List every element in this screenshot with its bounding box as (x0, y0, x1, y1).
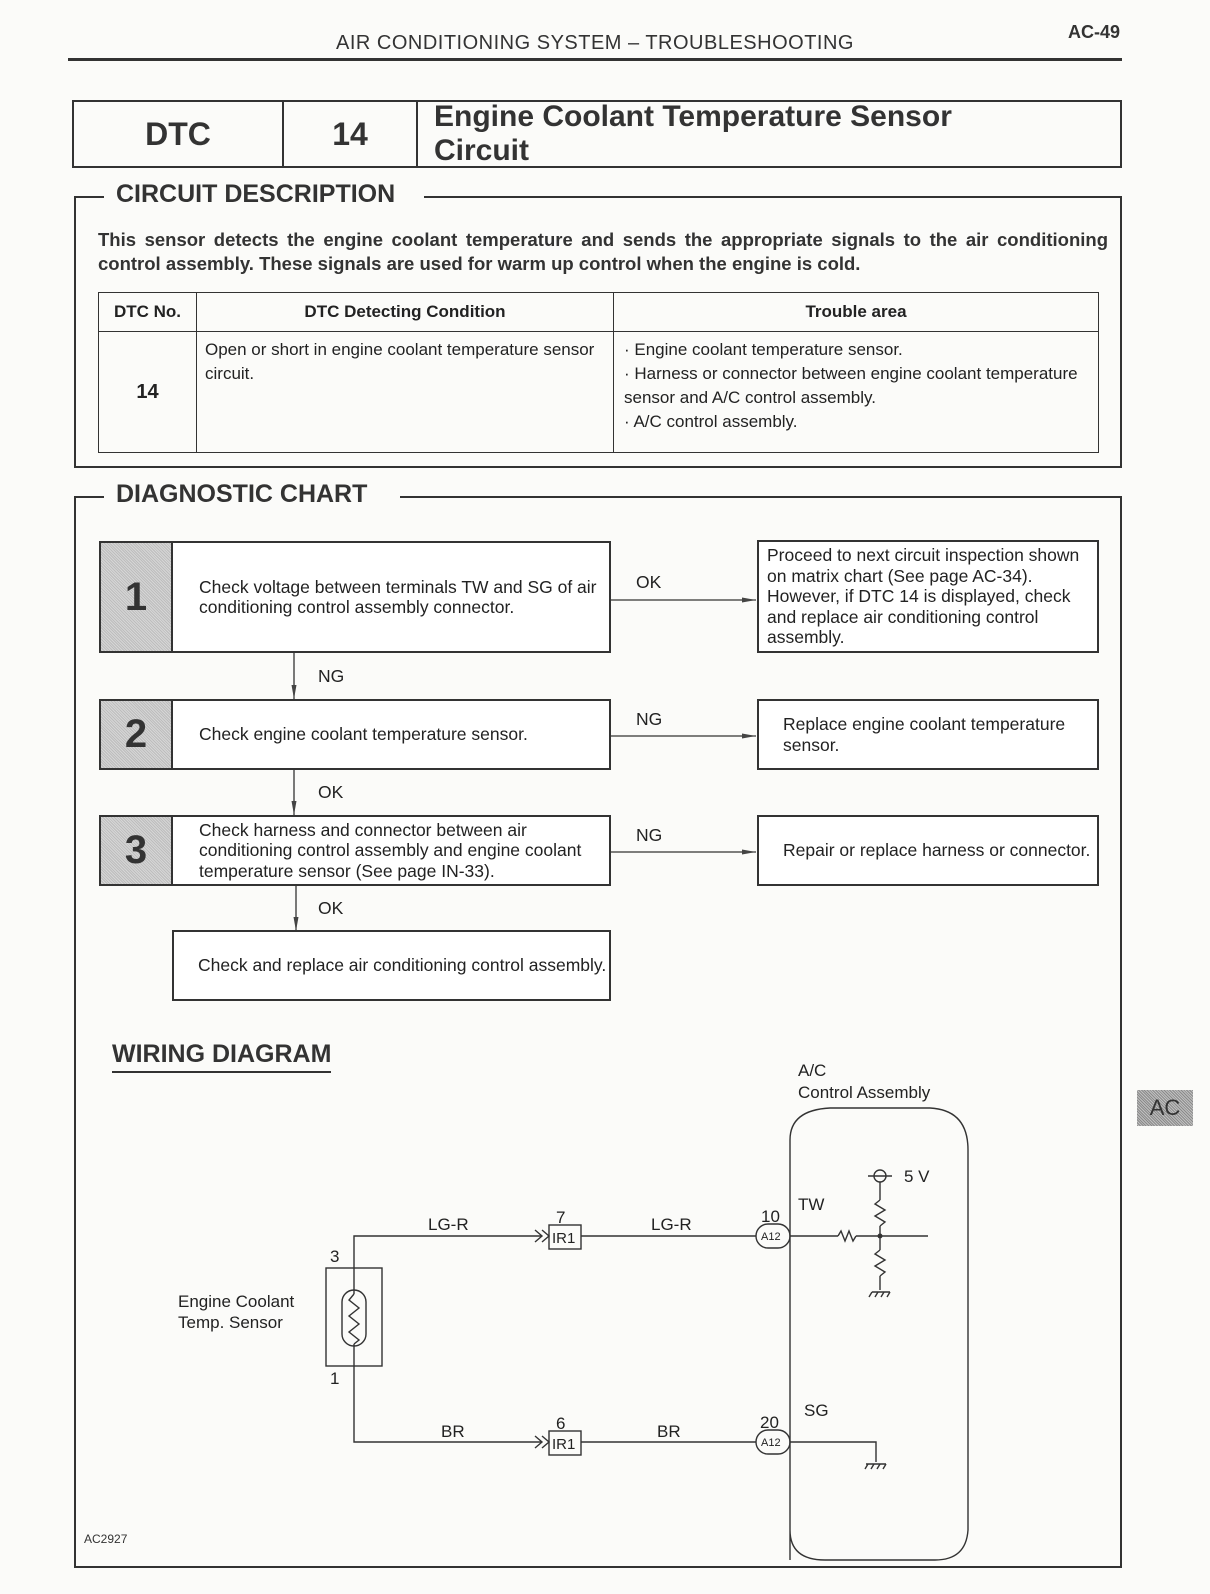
flow-label-ok: OK (318, 782, 344, 802)
pulldown-resistor (875, 1250, 885, 1276)
circuit-description-text: This sensor detects the engine coolant temperature and sends the appropriate signals to the air conditioning control assembly. These signals are used for warm up control when the engine is cold. (98, 229, 1108, 274)
sensor-label: Engine Coolant (178, 1292, 295, 1311)
connector-pin-20: 20 (760, 1413, 779, 1432)
terminal-tw: TW (798, 1195, 825, 1214)
section-header-title: AIR CONDITIONING SYSTEM – TROUBLESHOOTING (336, 32, 854, 54)
trouble-area-item: · Engine coolant temperature sensor. (624, 340, 903, 359)
step-number: 1 (101, 543, 173, 651)
junction-ir1-label: IR1 (552, 1230, 576, 1247)
circuit-description-heading: CIRCUIT DESCRIPTION (108, 176, 403, 212)
dtc-number-cell: 14 (99, 332, 197, 453)
junction-pin-6: 6 (556, 1414, 566, 1433)
sensor-label: Temp. Sensor (178, 1313, 283, 1332)
connector-a12-label: A12 (761, 1231, 781, 1243)
junction-dot (878, 1234, 883, 1239)
step-text: Check engine coolant temperature sensor. (199, 724, 528, 745)
result-box-step2-ng: Replace engine coolant temperature sensor. (757, 699, 1099, 770)
dtc-table-header: DTC Detecting Condition (197, 293, 614, 332)
pullup-resistor (875, 1200, 885, 1226)
terminal-sg: SG (804, 1401, 829, 1420)
figure-code: AC2927 (84, 1532, 128, 1546)
ecu-label: A/C (798, 1061, 827, 1080)
connector-a12-label: A12 (761, 1437, 781, 1449)
flow-label-ok: OK (318, 898, 344, 918)
dtc-code: 14 (284, 102, 418, 166)
sensor-pin-3: 3 (330, 1247, 340, 1266)
page-number: AC-49 (1067, 22, 1120, 42)
section-tab-ac: AC (1137, 1090, 1193, 1126)
sensor-pin-1: 1 (330, 1369, 340, 1388)
wire-color-label: BR (657, 1422, 681, 1441)
ecu-label: Control Assembly (798, 1083, 931, 1102)
connector-pin-10: 10 (761, 1207, 780, 1226)
wiring-diagram-heading: WIRING DIAGRAM (112, 1040, 331, 1073)
branch-label-ng: NG (636, 709, 663, 729)
dtc-table-header: DTC No. (99, 293, 197, 332)
result-box-step3-ng: Repair or replace harness or connector. (757, 815, 1099, 886)
diagnostic-chart-heading: DIAGNOSTIC CHART (108, 476, 375, 512)
thermistor-icon (342, 1290, 366, 1346)
step-text: Check voltage between terminals TW and SG of air conditioning control assembly connector. (199, 576, 597, 617)
junction-ir1-label: IR1 (552, 1436, 576, 1453)
wire-color-label: BR (441, 1422, 465, 1441)
branch-label-ng: NG (636, 825, 663, 845)
sg-ground-wire (790, 1442, 876, 1462)
thermistor-zigzag (349, 1294, 359, 1344)
branch-label-ok: OK (636, 572, 662, 592)
wire-color-label: LG-R (651, 1215, 692, 1234)
final-action-box: Check and replace air conditioning control assembly. (172, 930, 611, 1001)
flow-label-ng: NG (318, 666, 345, 686)
dtc-title-text: Engine Coolant Temperature Sensor Circuit (434, 100, 952, 167)
junction-pin-7: 7 (556, 1208, 566, 1227)
step-number: 3 (101, 817, 173, 884)
trouble-area-item: · A/C control assembly. (624, 412, 798, 431)
result-box-step1-ok: Proceed to next circuit inspection shown on matrix chart (See page AC-34). However, if DTC 14 is displayed, check and replace air conditioning control assembly. (757, 540, 1099, 653)
wire-color-label: LG-R (428, 1215, 469, 1234)
step-text: Check harness and connector between air conditioning control assembly and engine coolant temperature sensor (See page IN-33). (199, 819, 582, 881)
supply-voltage-label: 5 V (904, 1167, 930, 1186)
dtc-table-header: Trouble area (614, 293, 1099, 332)
step-number: 2 (101, 701, 173, 768)
tw-resistor (838, 1231, 856, 1241)
detecting-condition-cell: Open or short in engine coolant temperature sensor circuit. (197, 332, 614, 453)
dtc-label: DTC (74, 102, 284, 166)
trouble-area-item: · Harness or connector between engine coolant temperature sensor and A/C control assembly. (624, 364, 1078, 407)
